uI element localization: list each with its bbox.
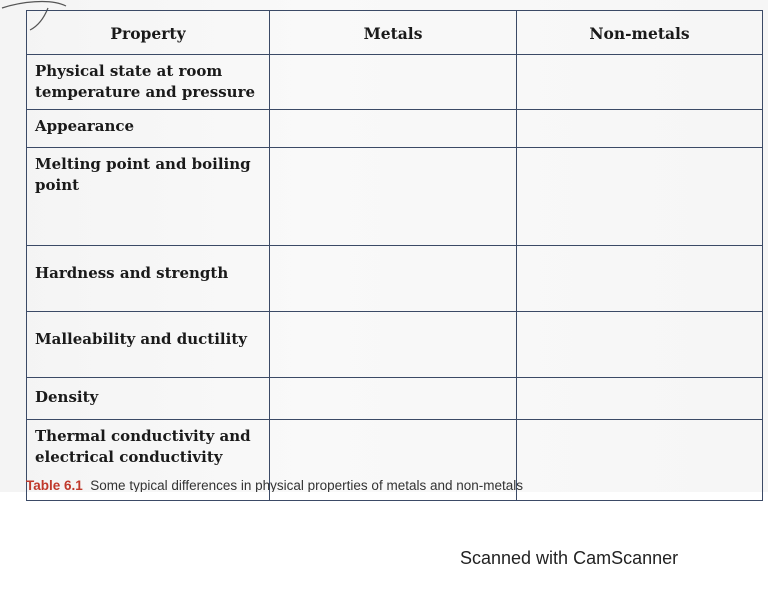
metals-cell[interactable]: [270, 312, 517, 378]
nonmetals-cell[interactable]: [517, 378, 763, 420]
header-non-metals: Non-metals: [517, 11, 763, 55]
property-cell: Density: [27, 378, 270, 420]
metals-cell[interactable]: [270, 378, 517, 420]
header-metals: Metals: [270, 11, 517, 55]
metals-cell[interactable]: [270, 246, 517, 312]
table-row: [27, 55, 763, 110]
metals-cell[interactable]: [270, 110, 517, 148]
table-row: [27, 246, 763, 312]
nonmetals-cell[interactable]: [517, 246, 763, 312]
table-row: [27, 110, 763, 148]
metals-cell[interactable]: [270, 55, 517, 110]
nonmetals-cell[interactable]: [517, 110, 763, 148]
caption-label: Table 6.1: [26, 478, 83, 492]
property-cell: Appearance: [27, 110, 270, 148]
table-row: [27, 312, 763, 378]
table-row: [27, 148, 763, 246]
table-caption: [26, 478, 546, 492]
caption-text: Some typical differences in physical properties of metals and non-metals: [90, 478, 524, 492]
nonmetals-cell[interactable]: [517, 312, 763, 378]
properties-table: [26, 10, 763, 501]
property-cell: Physical state at room temperature and pressure: [27, 55, 270, 110]
nonmetals-cell[interactable]: [517, 55, 763, 110]
nonmetals-cell[interactable]: [517, 420, 763, 501]
property-cell: Thermal conductivity and electrical conductivity: [27, 420, 270, 501]
nonmetals-cell[interactable]: [517, 148, 763, 246]
table-row: [27, 378, 763, 420]
header-property: Property: [27, 11, 270, 55]
property-cell: Malleability and ductility: [27, 312, 270, 378]
metals-cell[interactable]: [270, 148, 517, 246]
table-header-row: [27, 11, 763, 55]
property-cell: Melting point and boiling point: [27, 148, 270, 246]
camscanner-watermark: Scanned with CamScanner: [460, 548, 679, 568]
property-cell: Hardness and strength: [27, 246, 270, 312]
